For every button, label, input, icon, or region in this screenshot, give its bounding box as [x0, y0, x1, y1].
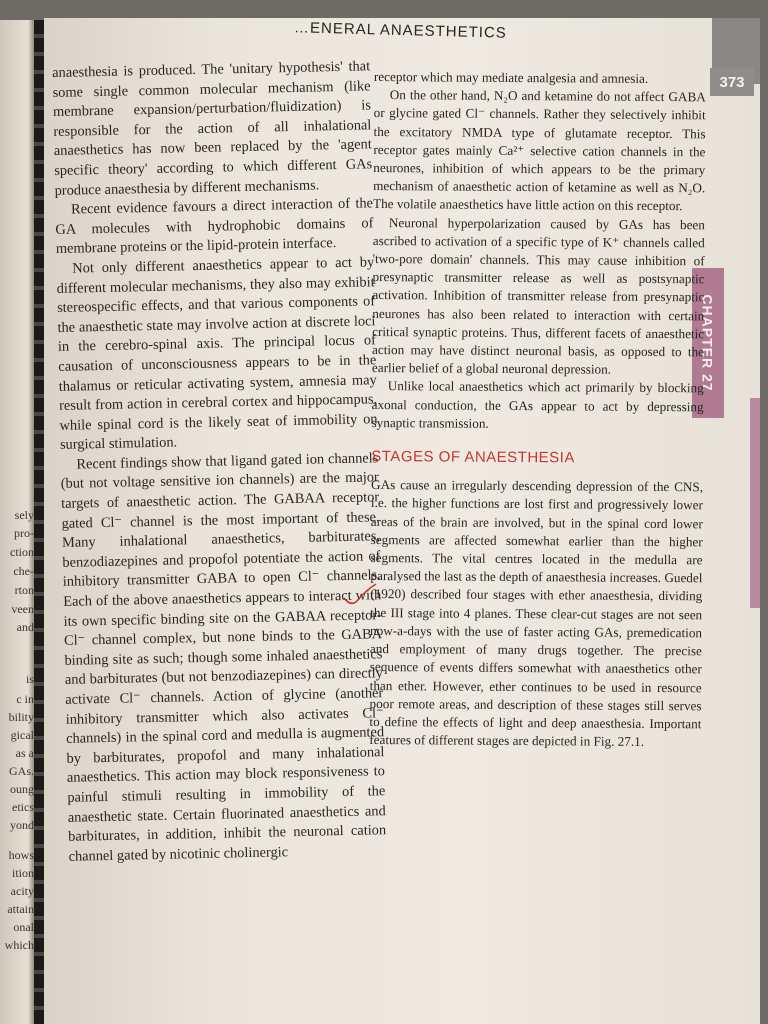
section-heading: STAGES OF ANAESTHESIA [371, 448, 575, 467]
facing-page-fragment: sely [14, 508, 34, 522]
body-paragraph: Not only different anaesthetics appear to act by different molecular mechanisms, they also may exhibit stereospecific effects, and that various components of the anaesthetic state may involve action at discrete loci in the cerebro-spinal axis. The principal locus of causation of unconsciousness appears to be in the thalamus or reticular activating system, amnesia may result from action in cerebral cortex and hippocampus, while spinal cord is the likely seat of immobility on surgical stimulation. [56, 254, 378, 454]
facing-page-fragment: acity [10, 884, 34, 898]
facing-page-fragment: ction [10, 545, 34, 559]
facing-page-fragment: pro- [14, 526, 34, 540]
facing-page-fragment: gical [10, 728, 34, 742]
facing-page-fragment: which [4, 938, 34, 952]
facing-page-fragment: as a [15, 746, 34, 760]
facing-page-fragment: is [25, 672, 34, 686]
body-paragraph: Unlike local anaesthetics which act primarily by blocking axonal conduction, the GAs appear to act by depressing synaptic transmission. [371, 378, 704, 431]
page-edge-color-strip [750, 398, 760, 608]
body-paragraph: Recent findings show that ligand gated ion channels (but not voltage sensitive ion channels) are the major targets of anaesthetic action. The GABAA receptor gated Cl⁻ channel is the most important of these. Many inhalational anaesthetics, barbiturates, benzodiazepines and propofol potentiate the action of inhibitory transmitter GABA to open Cl⁻ channels. Each of the above anaesthetics appears to interact with its own specific binding site on the GABAA receptor-Cl⁻ channel complex, but none binds to the GABA binding site as such; though some inhaled anaesthetics and barbiturates (but not benzodiazepines) can directly activate Cl⁻ channels. Action of glycine (another inhibitory transmitter which also activates Cl⁻ channels) in the spinal cord and medulla is augmented by barbiturates, propofol and many inhalational anaesthetics. This action may block responsiveness to painful stimuli resulting in immobility of the anaesthetic state. Certain fluorinated anaesthetics and barbiturates, in addition, inhibit the neuronal cation channel gated by nicotinic cholinergic [60, 450, 387, 865]
facing-page-fragment: che- [13, 564, 34, 578]
chapter-tab-label: CHAPTER 27 [700, 294, 717, 392]
left-text-column [52, 57, 387, 867]
pen-tick-mark [340, 580, 380, 610]
body-paragraph: receptor which may mediate analgesia and amnesia. [373, 68, 649, 86]
facing-page-fragment: c in [16, 692, 34, 706]
running-head: …ENERAL ANAESTHETICS [293, 19, 508, 42]
facing-page-fragment: ition [11, 866, 34, 880]
facing-page-fragment: attain [7, 902, 34, 916]
facing-page-fragment: and [16, 620, 34, 634]
facing-page-fragment: onal [13, 920, 34, 934]
page-number: 373 [710, 68, 754, 96]
facing-page-fragment: veen [11, 602, 34, 616]
facing-page-fragment: rton [14, 583, 34, 597]
facing-page-fragment: oung [10, 782, 34, 796]
facing-page-fragment: yond [10, 818, 34, 832]
book-page [44, 18, 760, 1024]
facing-page-fragment: bility [8, 710, 34, 724]
facing-page-fragment: hows [8, 848, 34, 862]
right-text-column [369, 68, 706, 752]
body-paragraph: On the other hand, N₂O and ketamine do not affect GABA or glycine gated Cl⁻ channels. Rather they selectively inhibit the excitatory NMDA type of glutamate receptor. This receptor gates mainly Ca²⁺ selective cation channels in the neurones, inhibition of which appears to be the primary mechanism of anaesthetic action of ketamine as well as N₂O. The volatile anaesthetics have little action on this receptor. [372, 87, 706, 214]
body-paragraph: GAs cause an irregularly descending depression of the CNS, i.e. the higher functions are lost first and progressively lower areas of the brain are involved, but in the spinal cord lower segments are affected somewhat earlier than the higher segments. The vital centres located in the medulla are paralysed the last as the depth of anaesthesia increases. Guedel (1920) described four stages with ether anaesthesia, dividing the III stage into 4 planes. These clear-cut stages are not seen now-a-days with the use of faster acting GAs, premedication and employment of many drugs together. The precise sequence of events differs somewhat with anaesthetics other than ether. However, ether continues to be used in resource poor remote areas, and description of these stages still serves to define the effects of light and deep anaesthesia. Important features of different stages are depicted in Fig. 27.1. [369, 477, 704, 750]
facing-page-fragment: etics [12, 800, 34, 814]
body-paragraph: Recent evidence favours a direct interaction of the GA molecules with hydrophobic domains of membrane proteins or the lipid-protein interface. [55, 195, 374, 258]
body-paragraph: Neuronal hyperpolarization caused by GAs has been ascribed to activation of a specific type of K⁺ channels called 'two-pore domain' channels. This may cause inhibition of presynaptic transmitter release as well as postsynaptic activation. Inhibition of transmitter release from presynaptic neurones has also been related to interaction with certain critical synaptic proteins. Thus, different facets of anaesthetic action may have distinct neuronal basis, as opposed to the earlier belief of a global neuronal depression. [371, 214, 705, 377]
facing-page-fragment: GAs. [8, 764, 34, 778]
body-paragraph: anaesthesia is produced. The 'unitary hypothesis' that some single common molecular mechanism (like membrane expansion/perturbation/fluidization) is responsible for the action of all inhalational anaesthetics has now been replaced by the 'agent specific theory' according to which different GAs produce anaesthesia by different mechanisms. [52, 58, 373, 199]
